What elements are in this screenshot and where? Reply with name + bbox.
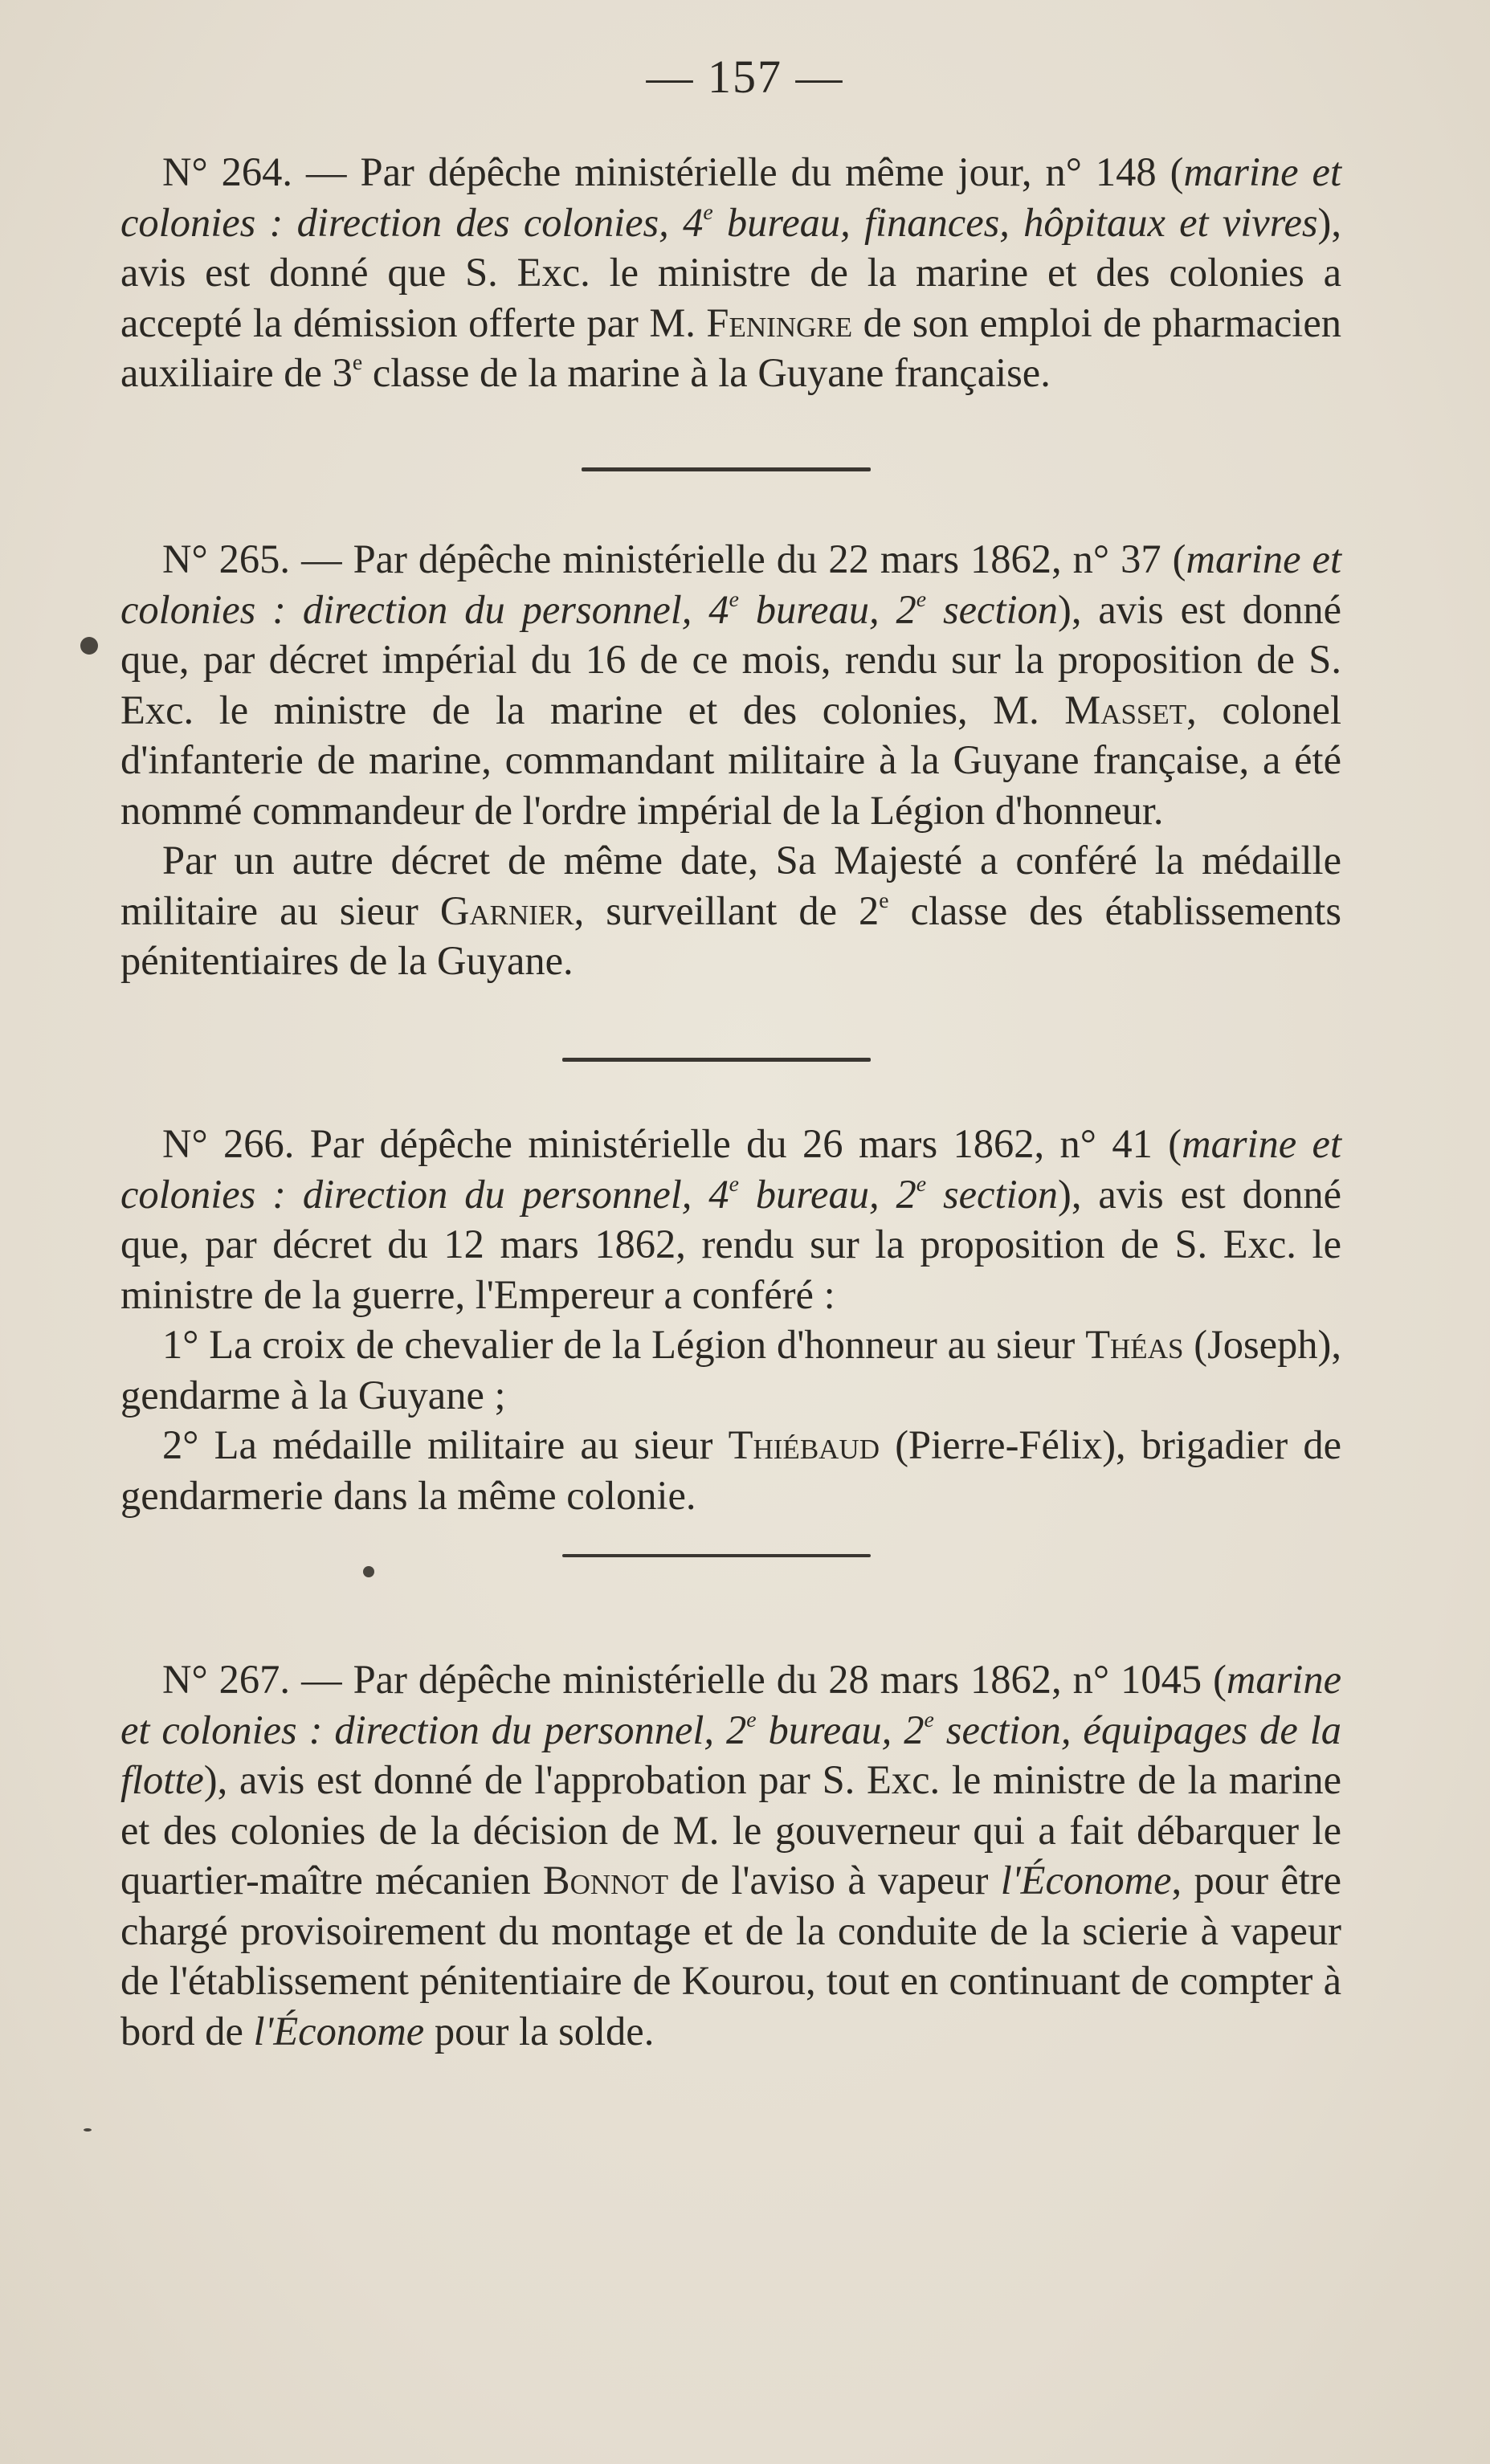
italic-text: marine et colonies : direction du personnel, 2	[120, 1657, 1341, 1752]
text-run: N° 264. — Par dépêche ministérielle du même jour, n° 148 (	[162, 149, 1184, 194]
paragraph	[120, 1420, 1341, 1520]
italic-text: marine et colonies : direction du personnel, 4	[120, 1121, 1341, 1217]
text-run: de l'aviso à vapeur	[668, 1858, 1001, 1903]
name-smallcaps: Garnier	[439, 887, 574, 933]
text-run: Par un autre décret de même date, Sa Majesté a conféré la médaille militaire au sieur	[120, 838, 1341, 933]
ink-blot	[80, 637, 98, 655]
italic-text: e	[746, 1707, 757, 1732]
italic-text: marine et colonies : direction du personnel, 4	[120, 536, 1341, 632]
text-run: ), avis est donné que S. Exc. le ministre de la marine et des colonies a accepté la démission offerte par M.	[120, 199, 1341, 345]
ink-speck	[84, 2128, 92, 2132]
entry-265	[120, 534, 1341, 986]
paragraph	[120, 1654, 1341, 2056]
italic-text: section, équipages de la flotte	[120, 1707, 1341, 1802]
italic-text: e	[729, 1171, 739, 1197]
italic-text: e	[924, 1707, 934, 1732]
italic-text: e	[729, 586, 739, 612]
name-smallcaps: Théas	[1085, 1322, 1184, 1367]
text-run: N° 267. — Par dépêche ministérielle du 28 mars 1862, n° 1045 (	[162, 1657, 1227, 1702]
italic-text: e	[703, 199, 713, 225]
paragraph	[120, 835, 1341, 986]
italic-text: l'Économe	[1000, 1858, 1172, 1903]
text-run: e	[879, 887, 889, 913]
italic-text: e	[916, 586, 927, 612]
italic-text: bureau, 2	[756, 1707, 925, 1752]
italic-text: marine et colonies : direction des colonies, 4	[120, 149, 1341, 245]
italic-text: bureau, 2	[738, 1171, 916, 1217]
text-run: e	[352, 350, 363, 376]
paragraph	[120, 1119, 1341, 1320]
text-run: (Pierre-Félix), brigadier de gendarmerie dans la même colonie.	[120, 1422, 1341, 1518]
text-run: 2° La médaille militaire au sieur	[162, 1422, 729, 1467]
paragraph	[120, 1320, 1341, 1420]
text-run: ), avis est donné de l'approbation par S. Exc. le ministre de la marine et des colonies de la décision de M. le gouverneur qui a fait débarquer le quartier-maître mécanien	[120, 1757, 1341, 1903]
italic-text: section	[926, 1171, 1059, 1217]
paragraph	[120, 147, 1341, 398]
entry-266	[120, 1119, 1341, 1520]
text-run: , colonel d'infanterie de marine, commandant militaire à la Guyane française, a été nommé commandeur de l'ordre impérial de la Légion d'honneur.	[120, 687, 1341, 833]
text-run: 1° La croix de chevalier de la Légion d'honneur au sieur	[162, 1322, 1086, 1367]
text-run: classe de la marine à la Guyane française.	[362, 350, 1051, 395]
name-smallcaps: Feningre	[706, 300, 853, 345]
text-run: N° 266. Par dépêche ministérielle du 26 mars 1862, n° 41 (	[162, 1121, 1182, 1166]
entry-264	[120, 147, 1341, 398]
italic-text: l'Économe	[253, 2008, 425, 2054]
paragraph	[120, 534, 1341, 835]
text-run: , pour être chargé provisoirement du montage et de la conduite de la scierie à vapeur de l'établissement pénitentiaire de Kourou, tout en continuant de compter à bord de	[120, 1858, 1341, 2054]
italic-text: bureau, 2	[738, 586, 916, 632]
text-run: pour la solde.	[424, 2008, 655, 2054]
italic-text: section	[926, 586, 1059, 632]
page-number: — 157 —	[646, 51, 844, 103]
text-run: de son emploi de pharmacien auxiliaire de 3	[120, 300, 1342, 395]
text-run: N° 265. — Par dépêche ministérielle du 22 mars 1862, n° 37 (	[162, 536, 1186, 581]
text-run: , surveillant de 2	[574, 887, 880, 933]
separator-rule	[562, 1058, 871, 1062]
name-smallcaps: Bonnot	[542, 1858, 669, 1903]
separator-rule	[562, 1554, 871, 1557]
entry-267	[120, 1654, 1341, 2056]
name-smallcaps: Masset	[1064, 687, 1187, 732]
text-run: (Joseph), gendarme à la Guyane ;	[120, 1322, 1342, 1418]
italic-text: e	[916, 1171, 927, 1197]
ink-blot	[363, 1566, 374, 1577]
text-run: classe des établissements pénitentiaires de la Guyane.	[120, 887, 1341, 983]
separator-rule	[582, 467, 871, 471]
italic-text: bureau, finances, hôpitaux et vivres	[712, 199, 1318, 245]
text-run: ), avis est donné que, par décret du 12 mars 1862, rendu sur la proposition de S. Exc. le ministre de la guerre, l'Empereur a conféré :	[120, 1171, 1341, 1317]
text-run: ), avis est donné que, par décret impérial du 16 de ce mois, rendu sur la proposition de S. Exc. le ministre de la marine et des colonies, M.	[120, 586, 1341, 732]
name-smallcaps: Thiébaud	[728, 1422, 880, 1467]
